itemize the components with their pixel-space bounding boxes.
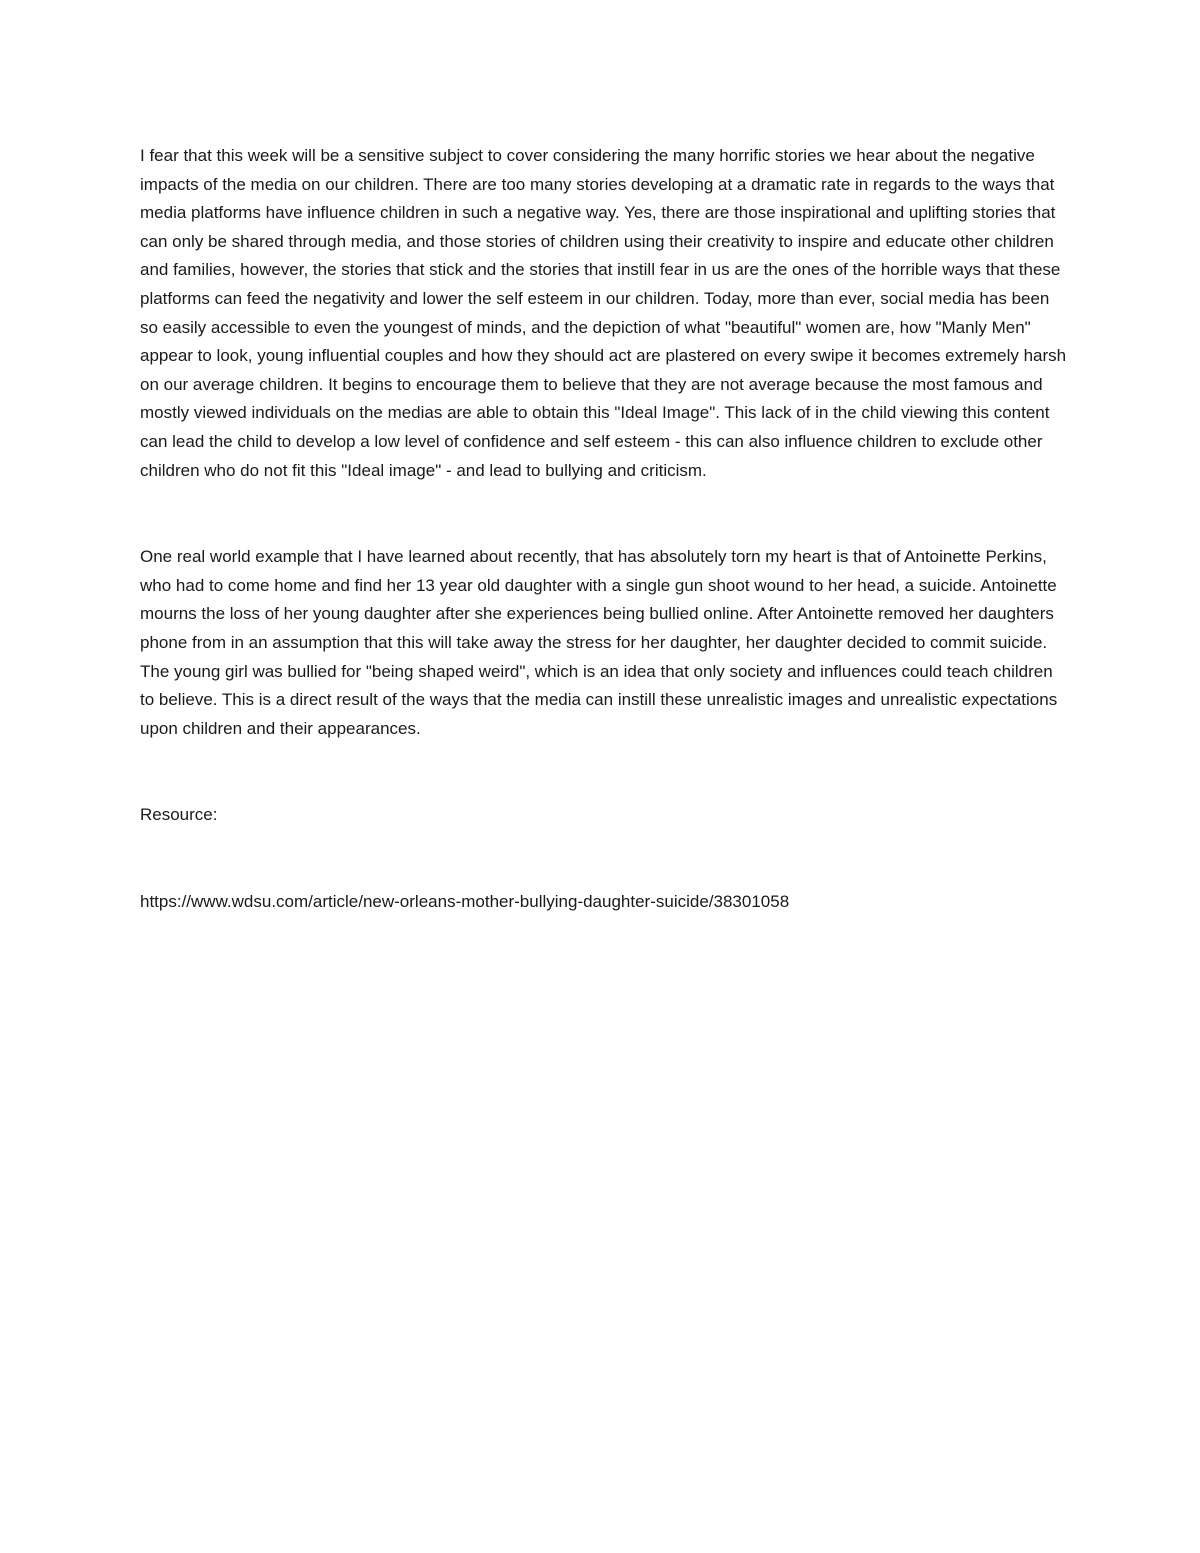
paragraph-media-impact: I fear that this week will be a sensitive subject to cover considering the many horrific stories we hear about the negative impacts of the media on our children. There are too many stories developing at a dramatic rate in regards to the ways that media platforms have influence children in such a negative way. Yes, there are those inspirational and uplifting stories that can only be shared through media, and those stories of children using their creativity to inspire and educate other children and families, however, the stories that stick and the stories that instill fear in us are the ones of the horrible ways that these platforms can feed the negativity and lower the self esteem in our children. Today, more than ever, social media has been so easily accessible to even the youngest of minds, and the depiction of what "beautiful" women are, how "Manly Men" appear to look, young influential couples and how they should act are plastered on every swipe it becomes extremely harsh on our average children. It begins to encourage them to believe that they are not average because the most famous and mostly viewed individuals on the medias are able to obtain this "Ideal Image". This lack of in the child viewing this content can lead the child to develop a low level of confidence and self esteem - this can also influence children to exclude other children who do not fit this "Ideal image" - and lead to bullying and criticism.: [140, 146, 1067, 480]
resource-url: https://www.wdsu.com/article/new-orleans-mother-bullying-daughter-suicide/38301058: [140, 891, 790, 911]
paragraph-real-world-example: One real world example that I have learned about recently, that has absolutely torn my heart is that of Antoinette Perkins, who had to come home and find her 13 year old daughter with a single gun shoot wound to her head, a suicide. Antoinette mourns the loss of her young daughter after she experiences being bullied online. After Antoinette removed her daughters phone from in an assumption that this will take away the stress for her daughter, her daughter decided to commit suicide. The young girl was bullied for "being shaped weird", which is an idea that only society and influences could teach children to believe. This is a direct result of the ways that the media can instill these unrealistic images and unrealistic expectations upon children and their appearances.: [140, 547, 1058, 738]
document-body: [140, 142, 1068, 916]
resource-label: Resource:: [140, 805, 218, 825]
